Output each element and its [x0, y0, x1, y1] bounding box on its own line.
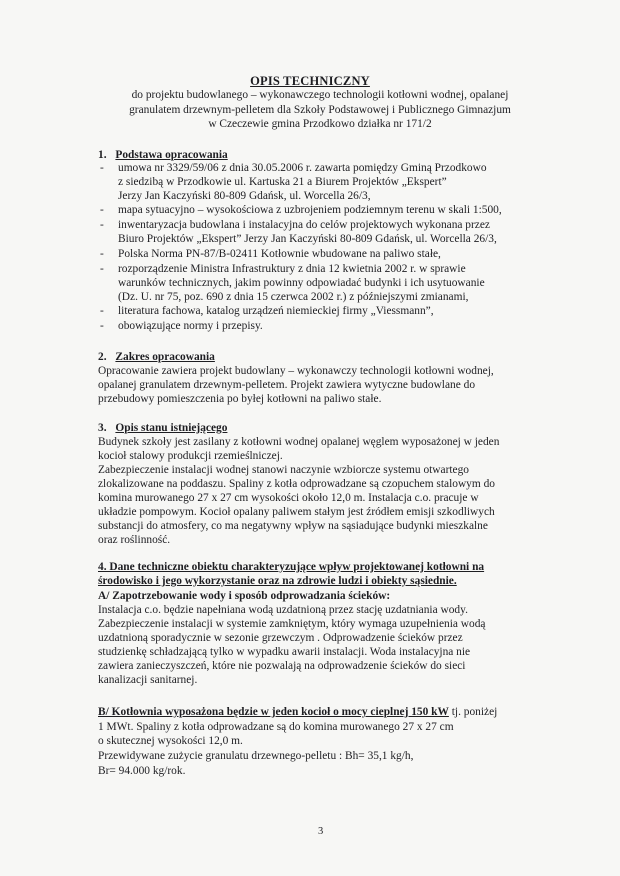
section-3-number: 3.: [98, 422, 107, 434]
subtitle-line: w Czeczewie gmina Przodkowo działka nr 171/2: [208, 118, 432, 130]
section-1-line: z siedzibą w Przodkowie ul. Kartuska 21 a Biurem Projektów „Ekspert”: [118, 176, 447, 188]
section-4-heading: [98, 574, 457, 588]
section-1-title: Podstawa opracowania: [115, 149, 228, 161]
subsection-a-heading: A/ Zapotrzebowanie wody i sposób odprowadzania ścieków:: [98, 590, 391, 602]
section-2-line: Opracowanie zawiera projekt budowlany – wykonawczy technologii kotłowni wodnej,: [98, 365, 494, 377]
section-4-heading-line: 4. Dane techniczne obiektu charakteryzujące wpływ projektowanej kotłowni na: [98, 561, 485, 573]
subsection-a-line: studzienkę schładzającą tylko w wypadku awarii instalacji. Woda instalacyjna nie: [98, 646, 471, 658]
section-4-heading-line: środowisko i jego wykorzystanie oraz na zdrowie ludzi i obiekty sąsiednie.: [98, 575, 457, 587]
section-1-line: obowiązujące normy i przepisy.: [118, 320, 263, 332]
subsection-a-line: zawiera zanieczyszczeń, które nie pozwalają na odprowadzenie ścieków do sieci: [98, 660, 466, 672]
section-1-line: literatura fachowa, katalog urządzeń niemieckiej firmy „Viessmann”,: [118, 305, 434, 317]
section-3-line: układzie pompowym. Kocioł opalany paliwem stałym jest źródłem emisji szkodliwych: [98, 506, 495, 518]
bullet-dash: -: [100, 219, 104, 231]
subsection-b-title: B/ Kotłownia wyposażona będzie w jeden kocioł o mocy cieplnej 150 kW: [98, 706, 449, 718]
bullet-dash: -: [100, 248, 104, 260]
bullet-dash: -: [100, 320, 104, 332]
section-1-line: inwentaryzacja budowlana i instalacyjna do celów projektowych wykonana przez: [118, 219, 490, 231]
section-1-line: mapa sytuacyjno – wysokościowa z uzbrojeniem podziemnym terenu w skali 1:500,: [118, 204, 502, 216]
bullet-dash: -: [100, 162, 104, 174]
section-1-line: Biuro Projektów „Ekspert” Jerzy Jan Kaczyński 80-809 Gdańsk, ul. Worcella 26/3,: [118, 233, 497, 245]
subsection-a-line: kanalizacji sanitarnej.: [98, 674, 198, 686]
subtitle-line: do projektu budowlanego – wykonawczego technologii kotłowni wodnej, opalanej: [131, 89, 509, 101]
subsection-b-line: o skutecznej wysokości 12,0 m.: [98, 735, 243, 747]
section-3-line: Budynek szkoły jest zasilany z kotłowni wodnej opalanej węglem wyposażonej w jeden: [98, 436, 500, 448]
section-1-number: 1.: [98, 149, 107, 161]
section-2-line: przebudowy pomieszczenia po byłej kotłowni na paliwo stałe.: [98, 393, 382, 405]
section-3-line: oraz roślinność.: [98, 534, 171, 546]
section-2-heading: [98, 350, 215, 364]
subtitle-line: granulatem drzewnym-pelletem dla Szkoły Podstawowej i Publicznego Gimnazjum: [129, 103, 511, 116]
section-2-line: opalanej granulatem drzewnym-pelletem. Projekt zawiera wytyczne budowlane do: [98, 379, 476, 391]
bullet-dash: -: [100, 305, 104, 317]
section-2-number: 2.: [98, 351, 107, 363]
section-3-line: substancji do atmosfery, co ma negatywny wpływ na sąsiadujące budynki mieszkalne: [98, 520, 488, 532]
subsection-a-line: Instalacja c.o. będzie napełniana wodą uzdatnioną przez stację uzdatniania wody.: [98, 604, 468, 616]
section-1-line: Jerzy Jan Kaczyński 80-809 Gdańsk, ul. Worcella 26/3,: [118, 190, 371, 202]
section-2-title: Zakres opracowania: [115, 351, 215, 363]
section-3-title: Opis stanu istniejącego: [115, 422, 228, 434]
section-1-line: Polska Norma PN-87/B-02411 Kotłownie wbudowane na paliwo stałe,: [118, 248, 441, 260]
section-1-line: umowa nr 3329/59/06 z dnia 30.05.2006 r. zawarta pomiędzy Gminą Przodkowo: [118, 162, 487, 174]
document-title: OPIS TECHNICZNY: [250, 74, 370, 88]
subsection-b-line: Br= 94.000 kg/rok.: [98, 765, 186, 777]
subsection-b-line: 1 MWt. Spaliny z kotła odprowadzane są do komina murowanego 27 x 27 cm: [98, 721, 454, 733]
subsection-b-heading: [98, 705, 497, 719]
section-1-line: rozporządzenie Ministra Infrastruktury z dnia 12 kwietnia 2002 r. w sprawie: [118, 263, 466, 275]
subsection-a-line: Zabezpieczenie instalacji w systemie zamkniętym, który wymaga uzupełnienia wodą: [98, 618, 486, 630]
section-4-heading: [98, 560, 484, 574]
subsection-a-line: uzdatnioną sporadycznie w sezonie grzewczym . Odprowadzenie ścieków przez: [98, 632, 463, 644]
bullet-dash: -: [100, 263, 104, 275]
document-subtitle: [95, 88, 545, 132]
section-3-heading: [98, 421, 227, 435]
bullet-dash: -: [100, 204, 104, 216]
subsection-b-title-tail: tj. poniżej: [448, 706, 498, 718]
section-1-line: warunków technicznych, jakim powinny odpowiadać budynki i ich usytuowanie: [118, 277, 485, 289]
section-1-heading: [98, 148, 228, 162]
page-number: 3: [318, 826, 324, 837]
section-3-line: komina murowanego 27 x 27 cm wysokości około 12,0 m. Instalacja c.o. pracuje w: [98, 492, 479, 504]
section-3-line: Zabezpieczenie instalacji wodnej stanowi naczynie wzbiorcze systemu otwartego: [98, 464, 469, 476]
section-3-line: kocioł stalowy produkcji rzemieślniczej.: [98, 450, 283, 462]
subsection-b-line: Przewidywane zużycie granulatu drzewnego-pelletu : Bh= 35,1 kg/h,: [98, 750, 414, 762]
section-3-line: zlokalizowane na poddaszu. Spaliny z kotła odprowadzane są czopuchem stalowym do: [98, 478, 495, 490]
section-1-line: (Dz. U. nr 75, poz. 690 z dnia 15 czerwca 2002 r.) z późniejszymi zmianami,: [118, 291, 469, 303]
